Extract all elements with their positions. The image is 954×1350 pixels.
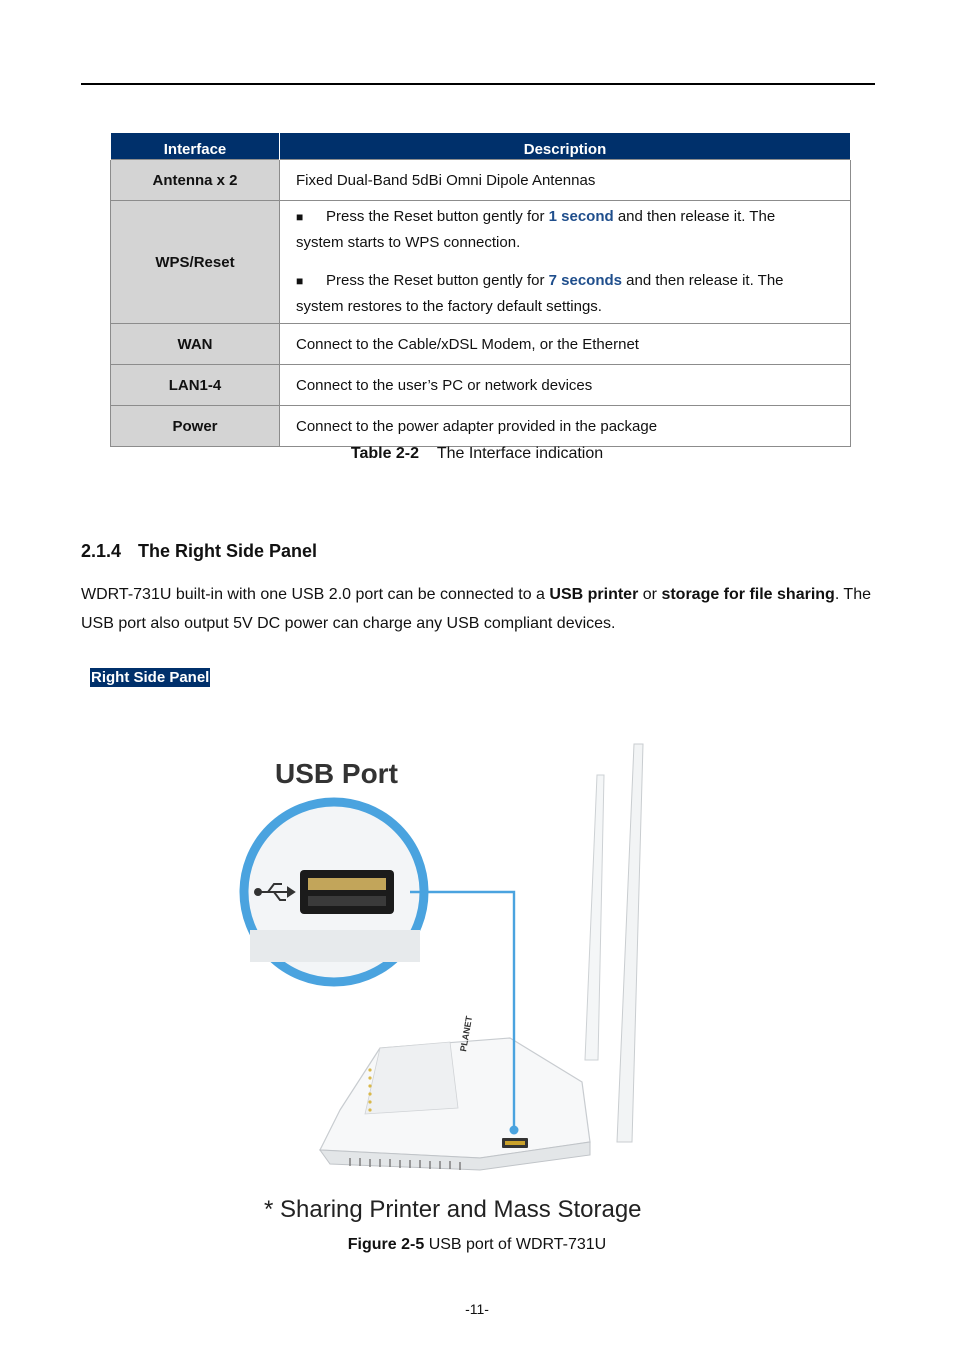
table-header-interface: Interface xyxy=(111,133,280,160)
interface-description: Connect to the Cable/xDSL Modem, or the Ethernet xyxy=(280,324,851,365)
router-usb-illustration xyxy=(230,730,660,1200)
brand-logo: PLANET xyxy=(458,1015,475,1053)
table-row xyxy=(111,201,851,324)
figure-tag: Right Side Panel xyxy=(91,669,210,686)
antenna-icon xyxy=(585,744,643,1142)
table-row xyxy=(111,160,851,201)
interface-description: Connect to the user’s PC or network devices xyxy=(280,365,851,406)
interface-name: WAN xyxy=(111,324,280,365)
table-row xyxy=(111,324,851,365)
bullet-continuation: system restores to the factory default settings. xyxy=(296,298,602,315)
figure-title: USB Port xyxy=(275,758,398,789)
interface-name: WPS/Reset xyxy=(111,201,280,324)
duration-highlight: 7 seconds xyxy=(548,272,622,289)
section-heading: 2.1.4 The Right Side Panel xyxy=(81,541,318,561)
router-body xyxy=(320,1015,590,1170)
page-number: -11- xyxy=(465,1301,489,1317)
interface-name: Antenna x 2 xyxy=(111,160,280,201)
interface-name: Power xyxy=(111,406,280,447)
bullet-continuation: system starts to WPS connection. xyxy=(296,234,521,251)
interface-description: Fixed Dual-Band 5dBi Omni Dipole Antennas xyxy=(280,160,851,201)
figure-subtitle: * Sharing Printer and Mass Storage xyxy=(264,1196,642,1223)
interface-name: LAN1-4 xyxy=(111,365,280,406)
table-header-description: Description xyxy=(280,133,851,160)
interface-description xyxy=(280,201,851,324)
square-bullet-icon: ■ xyxy=(296,210,304,224)
bullet-item: ■ Press the Reset button gently for 1 second and then release it. The xyxy=(296,204,841,230)
square-bullet-icon: ■ xyxy=(296,274,304,288)
callout-dot xyxy=(510,1126,519,1135)
section-paragraph: WDRT-731U built-in with one USB 2.0 port can be connected to a USB printer or storage for file sharing. The USB port also output 5V DC power can charge any USB compliant devices. xyxy=(81,586,871,632)
interface-table xyxy=(110,133,851,447)
bullet-item: ■ Press the Reset button gently for 7 seconds and then release it. The xyxy=(296,268,841,294)
duration-highlight: 1 second xyxy=(548,208,614,225)
table-row xyxy=(111,365,851,406)
interface-description: Connect to the power adapter provided in the package xyxy=(280,406,851,447)
header-rule xyxy=(81,83,875,85)
usb-port-zoom xyxy=(244,802,424,982)
table-caption: Table 2-2 The Interface indication xyxy=(350,445,604,462)
table-row xyxy=(111,406,851,447)
figure-caption: Figure 2-5 USB port of WDRT-731U xyxy=(347,1236,607,1253)
